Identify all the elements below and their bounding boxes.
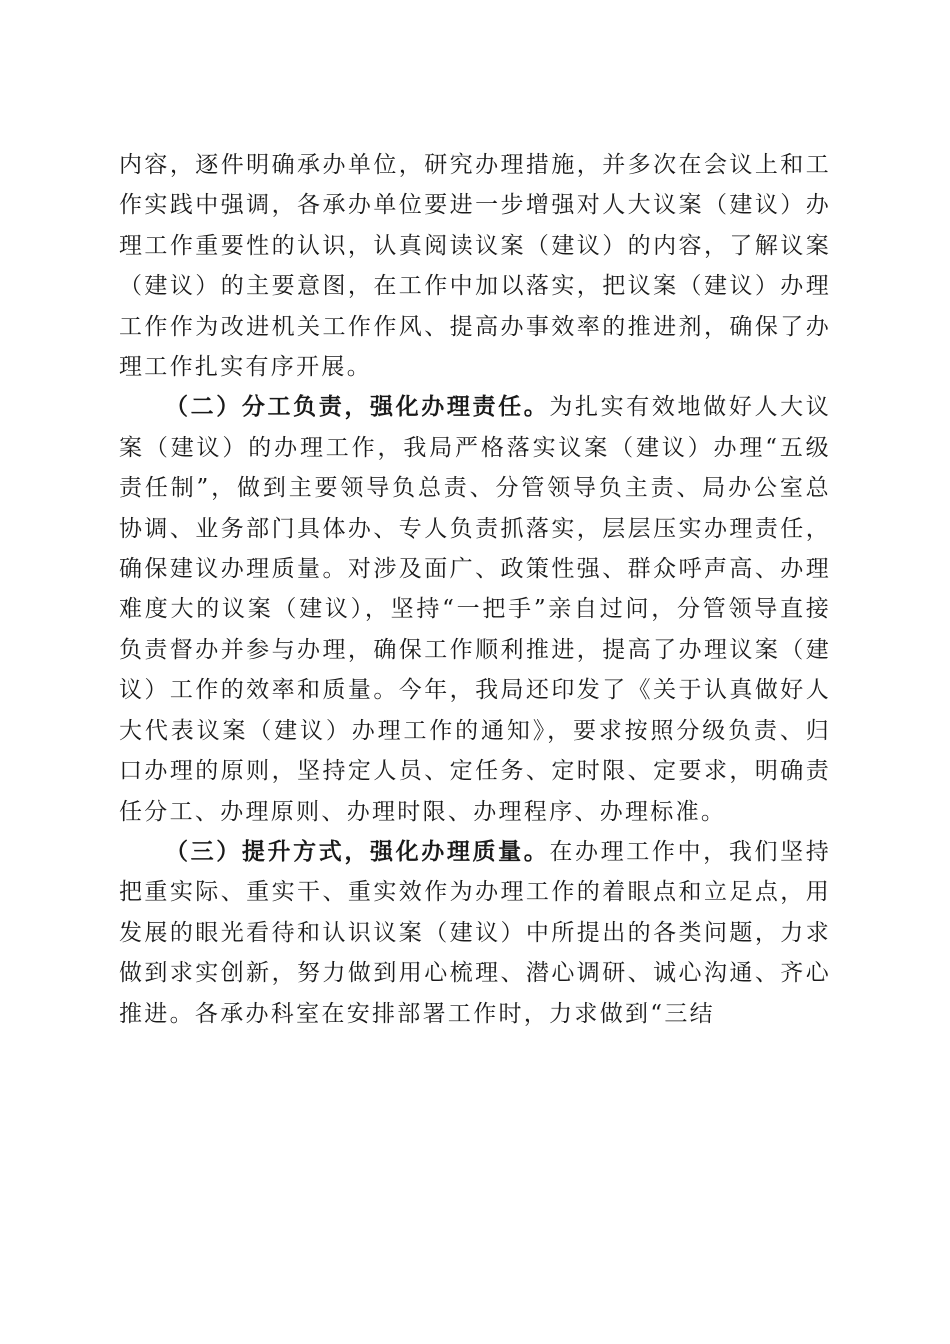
paragraph-1-text: 内容，逐件明确承办单位，研究办理措施，并多次在会议上和工作实践中强调，各承办单位要进一步增强对人大议案（建议）办理工作重要性的认识，认真阅读议案（建议）的内容，了解议案（建议）的主要意图，在工作中加以落实，把议案（建议）办理工作作为改进机关工作作风、提高办事效率的推进剂，确保了办理工作扎实有序开展。 <box>119 152 831 381</box>
paragraph-1 <box>119 145 831 387</box>
paragraph-3-text: 在办理工作中，我们坚持把重实际、重实干、重实效作为办理工作的着眼点和立足点，用发展的眼光看待和认识议案（建议）中所提出的各类问题，力求做到求实创新，努力做到用心梳理、潜心调研、诚心沟通、齐心推进。各承办科室在安排部署工作时，力求做到“三结 <box>119 838 831 1027</box>
body-text <box>119 145 831 1034</box>
paragraph-2-heading: （二）分工负责，强化办理责任。 <box>165 393 550 421</box>
paragraph-2 <box>119 387 831 831</box>
paragraph-3-heading: （三）提升方式，强化办理质量。 <box>165 837 550 865</box>
paragraph-3 <box>119 832 831 1034</box>
paragraph-2-text: 为扎实有效地做好人大议案（建议）的办理工作，我局严格落实议案（建议）办理“五级责任制”，做到主要领导负总责、分管领导负主责、局办公室总协调、业务部门具体办、专人负责抓落实，层层压实办理责任，确保建议办理质量。对涉及面广、政策性强、群众呼声高、办理难度大的议案（建议），坚持“一把手”亲自过问，分管领导直接负责督办并参与办理，确保工作顺利推进，提高了办理议案（建议）工作的效率和质量。今年，我局还印发了《关于认真做好人大代表议案（建议）办理工作的通知》，要求按照分级负责、归口办理的原则，坚持定人员、定任务、定时限、定要求，明确责任分工、办理原则、办理时限、办理程序、办理标准。 <box>119 394 831 825</box>
